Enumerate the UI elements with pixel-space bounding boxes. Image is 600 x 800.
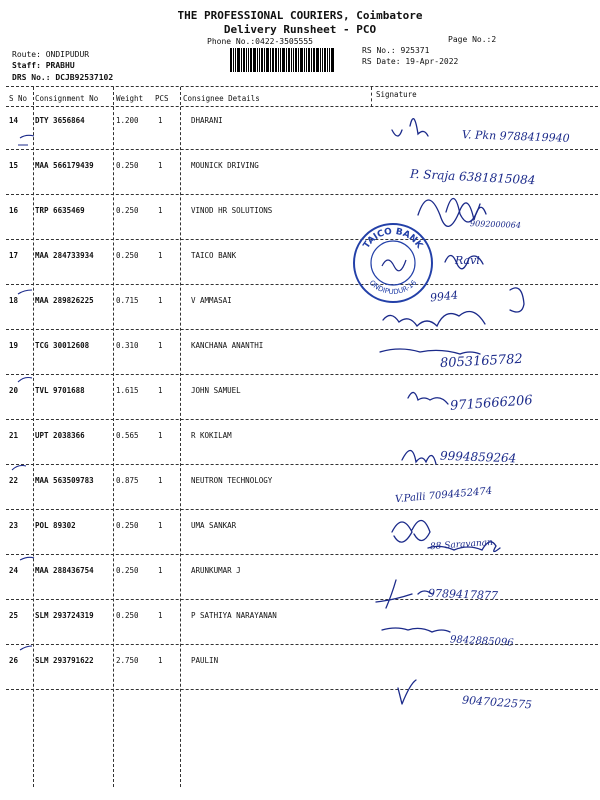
row-sno: 18 [9, 296, 19, 305]
row-consignee: V AMMASAI [191, 296, 232, 305]
col-consignment: Consignment No [35, 94, 99, 103]
row-pcs: 1 [158, 206, 163, 215]
row-signature: 9842885096 [449, 634, 514, 649]
row-signature: Ravi [455, 254, 480, 267]
row-signature: 9715666206 [449, 393, 534, 414]
row-weight: 1.615 [116, 386, 139, 395]
row-sno: 20 [9, 386, 19, 395]
row-pcs: 1 [158, 521, 163, 530]
row-pcs: 1 [158, 341, 163, 350]
row-consignment: SLM 293724319 [35, 611, 94, 620]
row-consignment: MAA 288436754 [35, 566, 94, 575]
row-weight: 0.565 [116, 431, 139, 440]
rs-number: RS No.: 925371 [362, 46, 430, 55]
row-consignee: P SATHIYA NARAYANAN [191, 611, 277, 620]
drs-label: DRS No.: [12, 73, 51, 82]
stamp-top-text: TAICO BANK [361, 226, 425, 251]
staff-value: PRABHU [45, 61, 75, 70]
company-name: THE PROFESSIONAL COURIERS, Coimbatore [177, 9, 423, 22]
col-sno: S No [9, 94, 28, 103]
staff-label: Staff: [12, 61, 41, 70]
page-number: Page No.:2 [448, 35, 497, 44]
row-consignment: MAA 563509783 [35, 476, 94, 485]
row-weight: 1.200 [116, 116, 139, 125]
col-consignee: Consignee Details [183, 94, 260, 103]
col-weight: Weight [116, 94, 144, 103]
row-sno: 16 [9, 206, 19, 215]
row-sno: 24 [9, 566, 19, 575]
row-pcs: 1 [158, 431, 163, 440]
row-consignee: DHARANI [191, 116, 223, 125]
bank-stamp [352, 222, 434, 304]
phone-number: Phone No.:0422-3505555 [207, 37, 313, 46]
row-sno: 22 [9, 476, 19, 485]
row-consignment: POL 89302 [35, 521, 76, 530]
row-signature: 8053165782 [439, 351, 524, 372]
row-weight: 0.715 [116, 296, 139, 305]
row-sno: 19 [9, 341, 19, 350]
row-pcs: 1 [158, 161, 163, 170]
row-weight: 0.250 [116, 161, 139, 170]
sheet-title: Delivery Runsheet - PCO [223, 23, 377, 36]
row-consignee: VINOD HR SOLUTIONS [191, 206, 273, 215]
rs-date: RS Date: 19-Apr-2022 [362, 57, 459, 66]
row-sno: 26 [9, 656, 19, 665]
row-signature: P. Sraja 6381815084 [409, 166, 536, 188]
row-signature: V.Palli 7094452474 [394, 485, 493, 506]
route-value: ONDIPUDUR [45, 50, 90, 59]
row-weight: 0.250 [116, 206, 139, 215]
row-sno: 17 [9, 251, 19, 260]
row-weight: 2.750 [116, 656, 139, 665]
row-pcs: 1 [158, 386, 163, 395]
row-sno: 23 [9, 521, 19, 530]
row-consignment: TVL 9701688 [35, 386, 85, 395]
row-consignee: JOHN SAMUEL [191, 386, 241, 395]
row-pcs: 1 [158, 476, 163, 485]
row-pcs: 1 [158, 296, 163, 305]
row-sno: 14 [9, 116, 19, 125]
row-consignee: TAICO BANK [191, 251, 237, 260]
row-pcs: 1 [158, 566, 163, 575]
row-weight: 0.250 [116, 251, 139, 260]
row-consignee: UMA SANKAR [191, 521, 237, 530]
row-consignee: R KOKILAM [191, 431, 232, 440]
row-weight: 0.310 [116, 341, 139, 350]
row-consignee: ARUNKUMAR J [191, 566, 241, 575]
row-pcs: 1 [158, 611, 163, 620]
row-signature: 9944 [429, 288, 459, 305]
row-consignment: MAA 289826225 [35, 296, 94, 305]
col-signature: Signature [376, 90, 417, 99]
row-consignment: MAA 566179439 [35, 161, 94, 170]
row-weight: 0.250 [116, 521, 139, 530]
col-pcs: PCS [155, 94, 169, 103]
row-weight: 0.875 [116, 476, 139, 485]
row-pcs: 1 [158, 656, 163, 665]
row-signature: V. Pkn 9788419940 [461, 128, 570, 145]
row-consignment: UPT 2038366 [35, 431, 85, 440]
row-consignee: MOUNICK DRIVING [191, 161, 259, 170]
row-consignee: PAULIN [191, 656, 219, 665]
svg-text:ONDIPUDUR-16 [368, 278, 419, 296]
row-consignee: KANCHANA ANANTHI [191, 341, 264, 350]
row-sno: 15 [9, 161, 19, 170]
row-sno: 21 [9, 431, 19, 440]
row-consignment: TRP 6635469 [35, 206, 85, 215]
row-consignment: DTY 3656864 [35, 116, 85, 125]
row-weight: 0.250 [116, 566, 139, 575]
row-consignment: SLM 293791622 [35, 656, 94, 665]
row-consignment: TCG 30012608 [35, 341, 90, 350]
drs-value: DCJB92537102 [55, 73, 114, 82]
row-weight: 0.250 [116, 611, 139, 620]
row-signature: 9092000064 [469, 219, 522, 230]
row-signature: 9994859264 [439, 448, 517, 466]
row-pcs: 1 [158, 251, 163, 260]
row-sno: 25 [9, 611, 19, 620]
row-consignment: MAA 284733934 [35, 251, 94, 260]
row-signature: 9789417877 [427, 586, 499, 603]
stamp-bottom-text: ONDIPUDUR-16 [367, 278, 419, 297]
route-label: Route: [12, 50, 41, 59]
row-signature: 88 Saravanan [429, 537, 494, 553]
row-consignee: NEUTRON TECHNOLOGY [191, 476, 273, 485]
row-signature: 9047022575 [461, 693, 533, 712]
row-pcs: 1 [158, 116, 163, 125]
